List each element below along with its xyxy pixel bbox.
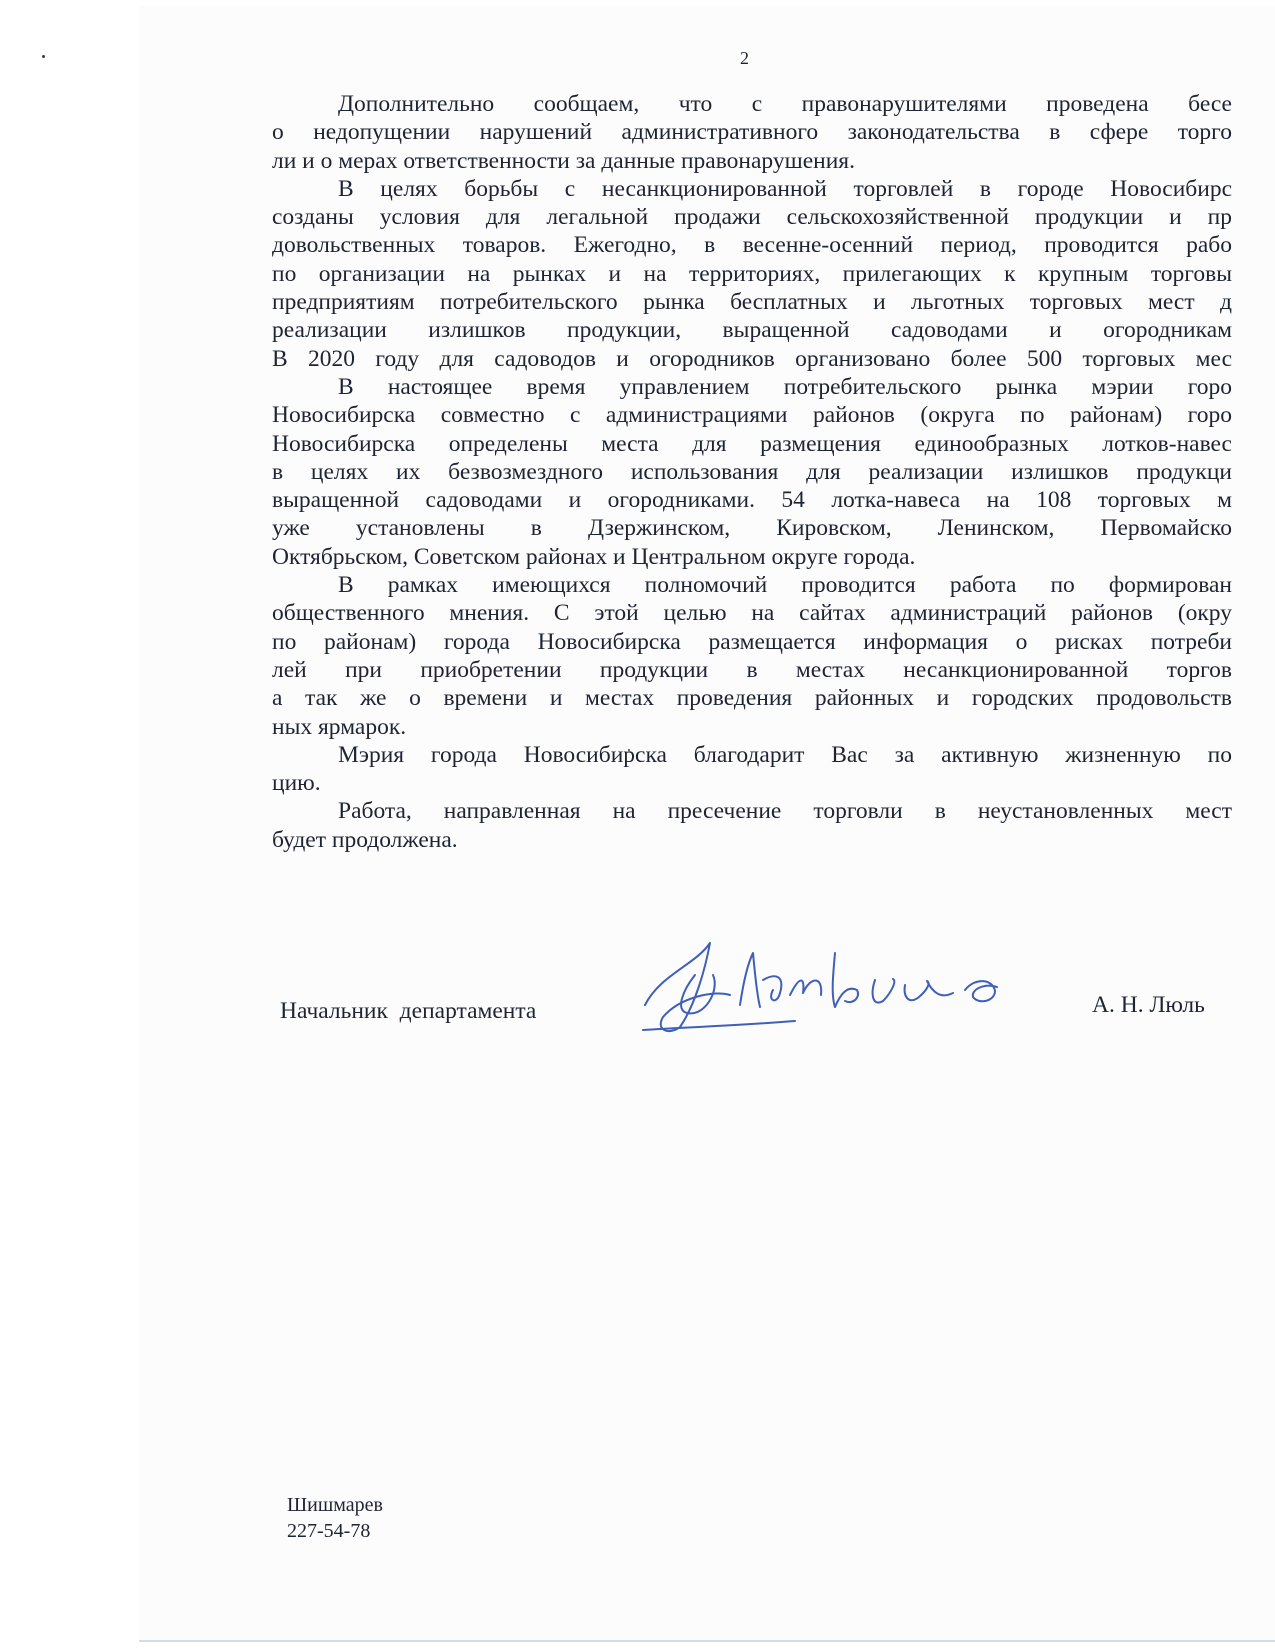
body-line: предприятиям потребительского рынка бесплатных и льготных торговых мест д bbox=[272, 289, 1232, 316]
body-line: реализации излишков продукции, выращенной садоводами и огородникам bbox=[272, 317, 1232, 344]
body-line: цию. bbox=[272, 770, 321, 797]
body-line: выращенной садоводами и огородниками. 54 лотка-навеса на 108 торговых м bbox=[272, 487, 1232, 514]
body-line: довольственных товаров. Ежегодно, в весенне-осенний период, проводится рабо bbox=[272, 232, 1232, 259]
body-line: ных ярмарок. bbox=[272, 713, 407, 740]
letter-body bbox=[272, 90, 1232, 854]
body-line: В рамках имеющихся полномочий проводится работа по формирован bbox=[338, 572, 1232, 599]
body-line: Мэрия города Новосибирска благодарит Вас за активную жизненную по bbox=[338, 741, 1232, 768]
page-number: 2 bbox=[740, 48, 749, 68]
signatory-position: Начальник департамента bbox=[280, 998, 537, 1024]
executor-phone: 227-54-78 bbox=[287, 1520, 371, 1542]
body-line: о недопущении нарушений административного законодательства в сфере торго bbox=[272, 119, 1232, 146]
body-line: В целях борьбы с несанкционированной торговлей в городе Новосибирс bbox=[338, 175, 1232, 202]
body-line: Новосибирска определены места для размещения единообразных лотков-навес bbox=[272, 430, 1232, 457]
body-line: В 2020 году для садоводов и огородников организовано более 500 торговых мес bbox=[272, 345, 1232, 372]
body-line: в целях их безвозмездного использования для реализации излишков продукци bbox=[272, 458, 1232, 485]
body-line: будет продолжена. bbox=[272, 826, 458, 853]
executor-info bbox=[287, 1492, 383, 1544]
body-line: В настоящее время управлением потребительского рынка мэрии горо bbox=[338, 373, 1232, 400]
body-line: Октябрьском, Советском районах и Центральном округе города. bbox=[272, 543, 916, 570]
signatory-name: А. Н. Люль bbox=[1092, 992, 1205, 1018]
body-line: уже установлены в Дзержинском, Кировском, Ленинском, Первомайско bbox=[272, 515, 1232, 542]
body-line: Дополнительно сообщаем, что с правонарушителями проведена бесе bbox=[338, 91, 1232, 117]
signature-block bbox=[280, 990, 1235, 1050]
body-line: лей при приобретении продукции в местах несанкционированной торгов bbox=[272, 656, 1232, 683]
body-line: Работа, направленная на пресечение торговли в неустановленных мест bbox=[338, 798, 1232, 825]
body-line: общественного мнения. С этой целью на сайтах администраций районов (окру bbox=[272, 600, 1232, 627]
body-line: созданы условия для легальной продажи сельскохозяйственной продукции и пр bbox=[272, 204, 1232, 231]
body-line: по организации на рынках и на территориях, прилегающих к крупным торговы bbox=[272, 260, 1232, 287]
body-line: ли и о мерах ответственности за данные правонарушения. bbox=[272, 147, 855, 174]
scan-speck bbox=[42, 55, 45, 58]
body-line: Новосибирска совместно с администрациями районов (округа по районам) горо bbox=[272, 402, 1232, 429]
body-line: а так же о времени и местах проведения районных и городских продовольств bbox=[272, 685, 1232, 712]
executor-name: Шишмарев bbox=[287, 1494, 383, 1516]
body-line: по районам) города Новосибирска размещается информация о рисках потреби bbox=[272, 628, 1232, 655]
sheet-bottom-edge bbox=[139, 1640, 1275, 1642]
